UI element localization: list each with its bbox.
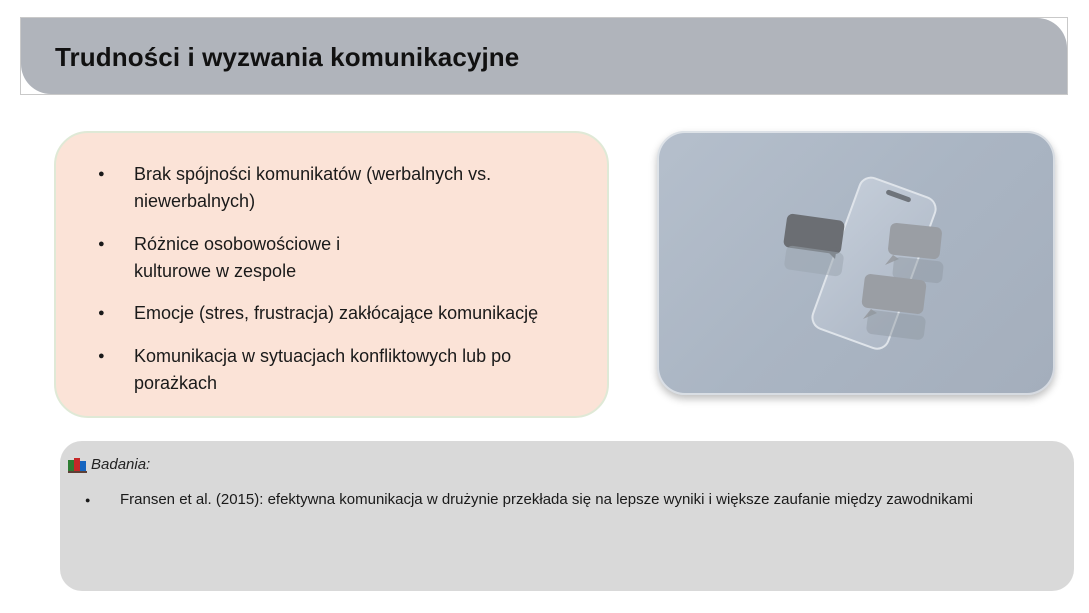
research-label: Badania:	[91, 456, 151, 473]
research-item: ● Fransen et al. (2015): efektywna komunikacja w drużynie przekłada się na lepsze wyniki i większe zaufanie między zawodnikami	[120, 488, 1020, 512]
challenge-item: ● Różnice osobowościowe i kulturowe w zespole	[134, 231, 394, 285]
illustration-card	[657, 131, 1055, 395]
research-heading	[68, 456, 150, 473]
research-box	[60, 441, 1074, 591]
title-bar	[21, 18, 1067, 94]
books-icon	[68, 457, 88, 473]
challenge-item: ● Komunikacja w sytuacjach konfliktowych lub po porażkach	[134, 343, 564, 397]
challenge-item: ● Brak spójności komunikatów (werbalnych vs. niewerbalnych)	[134, 161, 594, 215]
challenge-item: ● Emocje (stres, frustracja) zakłócające komunikację	[134, 300, 594, 327]
slide-title: Trudności i wyzwania komunikacyjne	[55, 42, 520, 72]
chat-bubble-light	[861, 273, 927, 340]
chat-bubble-light	[885, 222, 944, 283]
challenges-card	[54, 131, 609, 418]
chat-bubble-dark	[783, 213, 845, 277]
smartphone-chat-bubbles-icon	[657, 131, 1055, 395]
